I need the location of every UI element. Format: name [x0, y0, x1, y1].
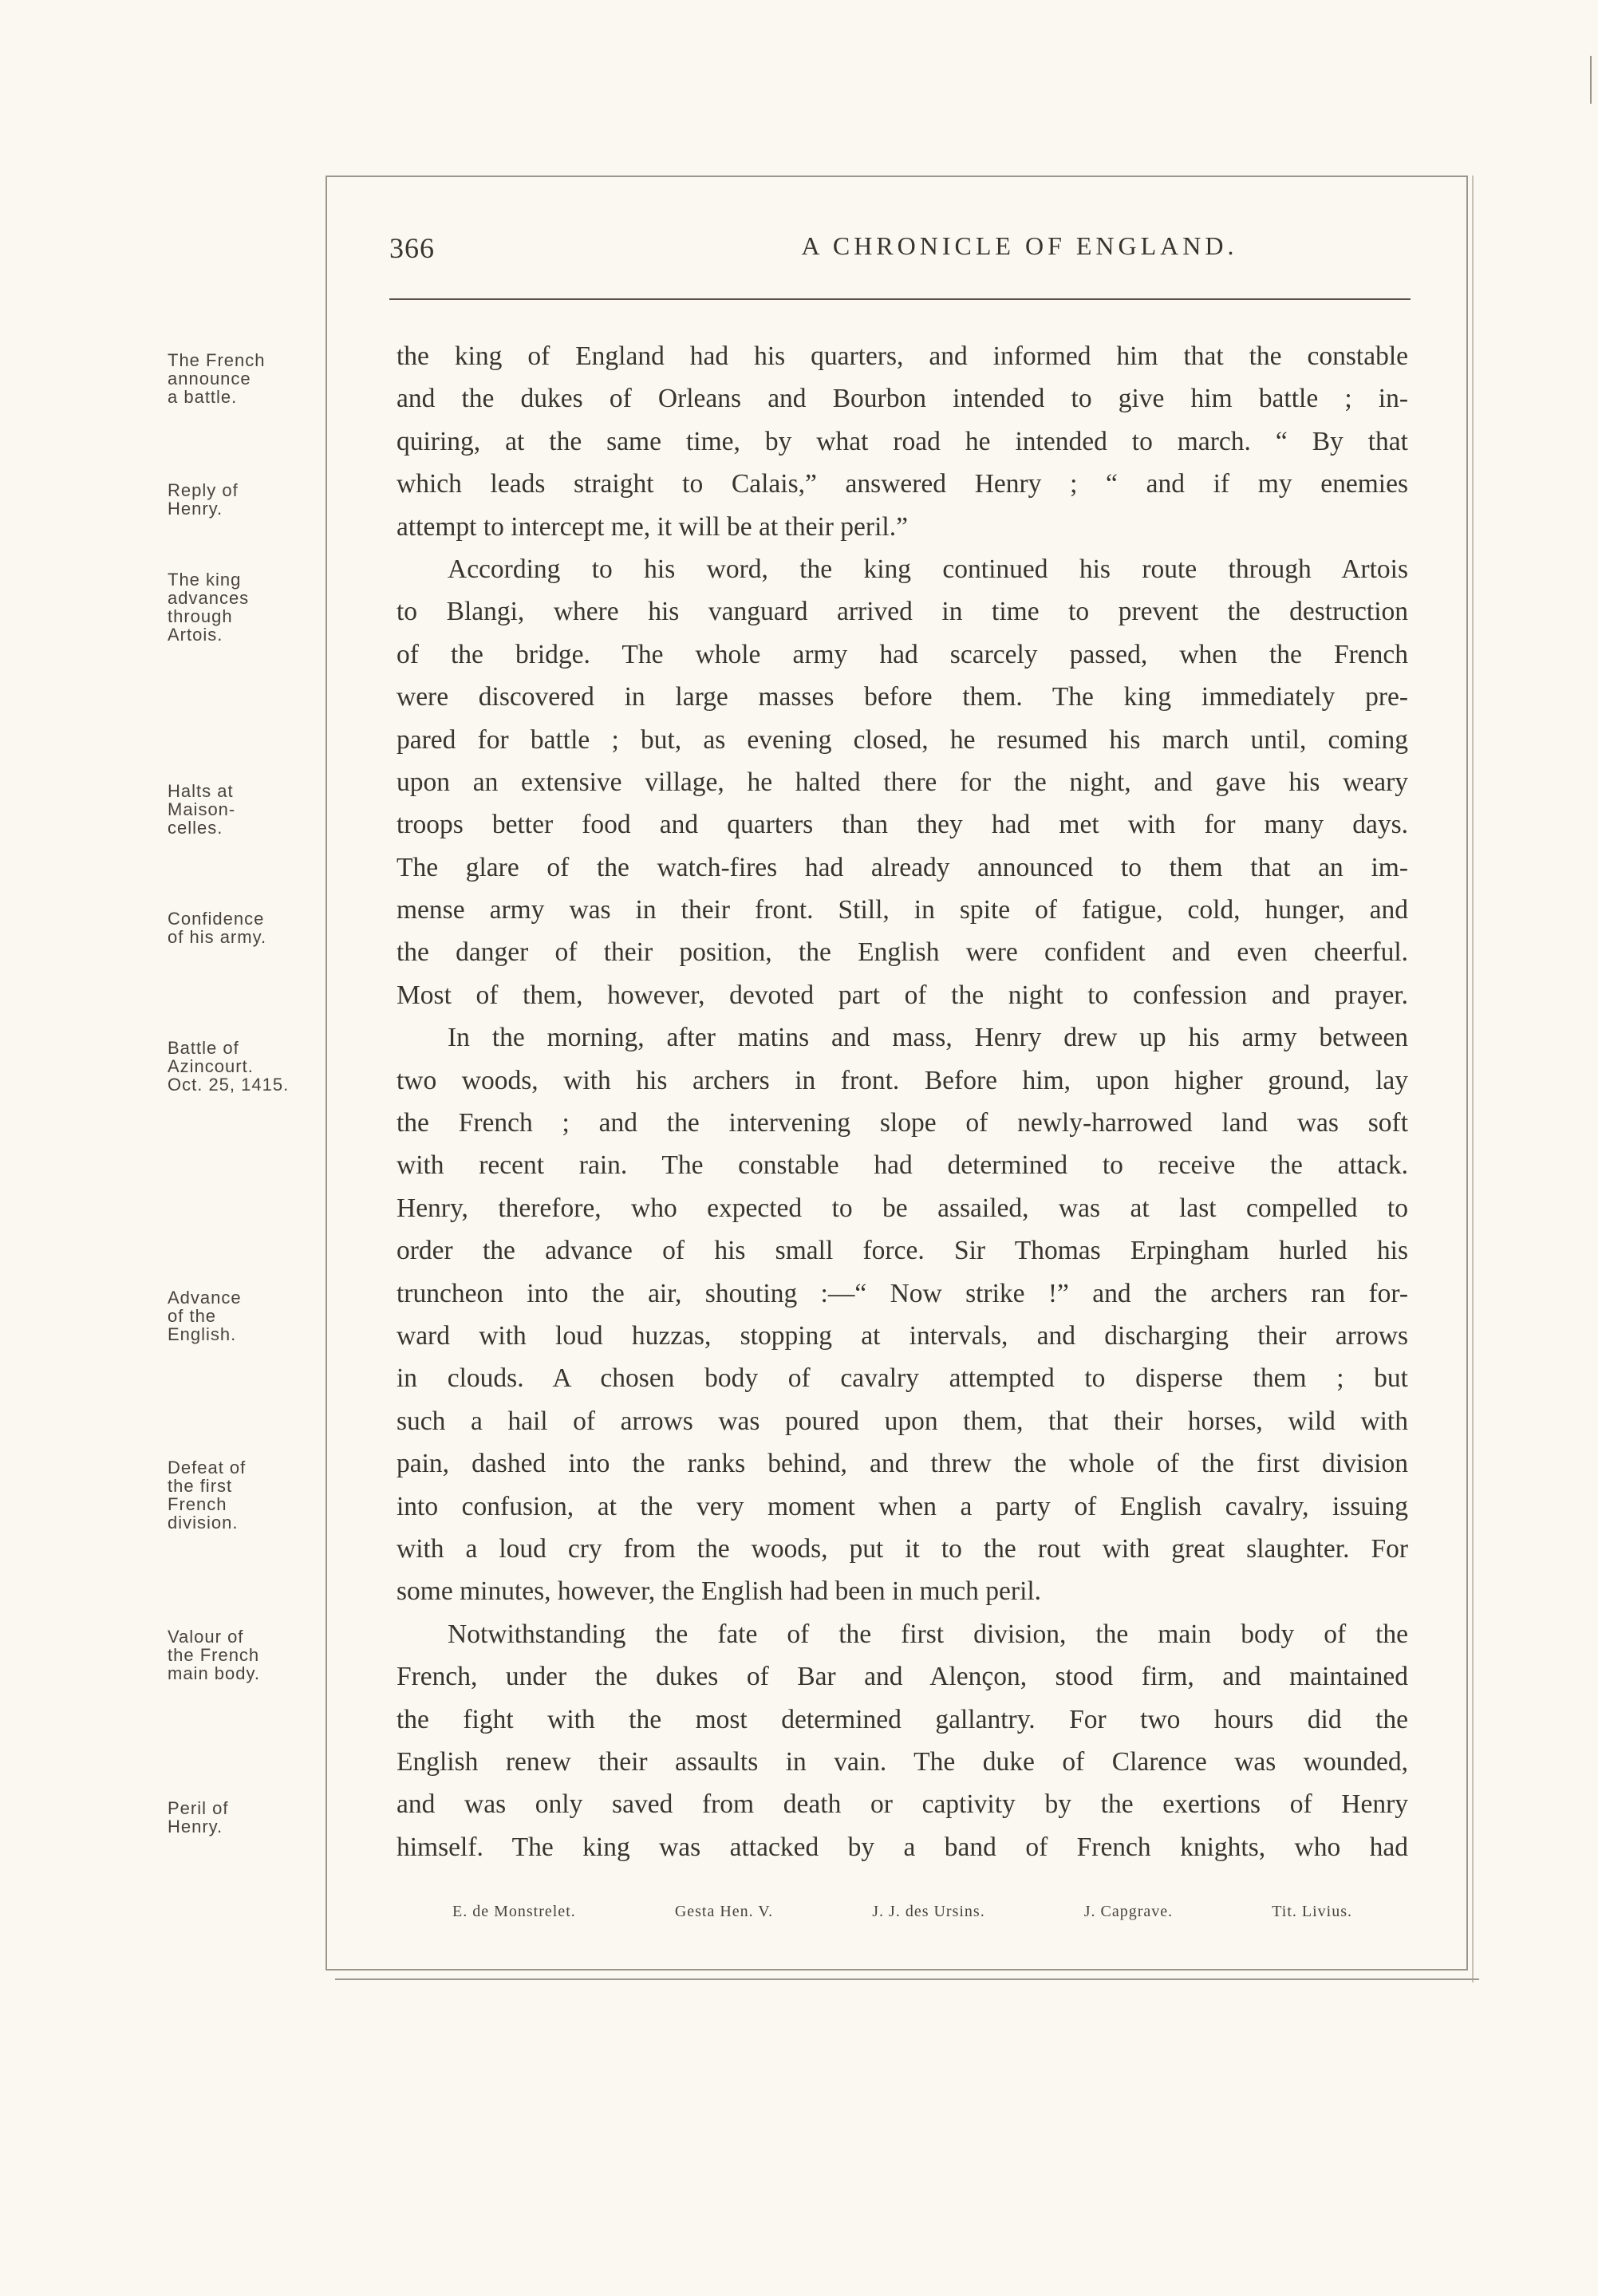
text-line: Notwithstanding the fate of the first division, the main body of the: [448, 1619, 1408, 1649]
margin-note-line: Advance: [168, 1288, 242, 1308]
text-line: order the advance of his small force. Sir Thomas Erpingham hurled his: [397, 1236, 1408, 1266]
margin-note-line: the French: [168, 1645, 260, 1665]
margin-note: [168, 481, 311, 518]
text-line: were discovered in large masses before them. The king immediately pre-: [397, 682, 1408, 712]
margin-note-line: announce: [168, 369, 251, 389]
margin-note-line: Halts at: [168, 781, 234, 801]
page-header: [389, 231, 1411, 271]
source-citation: Gesta Hen. V.: [674, 1903, 774, 1920]
text-line: ward with loud huzzas, stopping at intervals, and discharging their arrows: [397, 1320, 1408, 1351]
margin-note-line: Azincourt.: [168, 1056, 254, 1076]
source-citation: J. Capgrave.: [1083, 1903, 1174, 1920]
text-line: Most of them, however, devoted part of the night to confession and prayer.: [397, 980, 1408, 1010]
text-line: According to his word, the king continued his route through Artois: [448, 554, 1408, 584]
corner-mark: [1590, 56, 1592, 104]
margin-note-line: a battle.: [168, 387, 238, 407]
source-citations: [397, 1903, 1408, 1921]
source-citation: Tit. Livius.: [1272, 1903, 1352, 1920]
text-line: quiring, at the same time, by what road he intended to march. “ By that: [397, 426, 1408, 456]
running-title: A CHRONICLE OF ENGLAND.: [801, 231, 1238, 260]
text-line: pared for battle ; but, as evening closed, he resumed his march until, coming: [397, 724, 1408, 755]
margin-note-line: Henry.: [168, 1817, 223, 1836]
source-citation: E. de Monstrelet.: [452, 1903, 576, 1920]
text-line: to Blangi, where his vanguard arrived in time to prevent the destruction: [397, 597, 1408, 627]
margin-note: [168, 351, 311, 406]
text-line: attempt to intercept me, it will be at their peril.”: [397, 511, 908, 542]
text-line: into confusion, at the very moment when a party of English cavalry, issuing: [397, 1491, 1408, 1521]
body-text: [397, 335, 1408, 1868]
text-line: English renew their assaults in vain. The duke of Clarence was wounded,: [397, 1746, 1408, 1777]
text-line: the danger of their position, the English were confident and even cheerful.: [397, 937, 1408, 968]
margin-note: [168, 782, 311, 837]
text-line: in clouds. A chosen body of cavalry attempted to disperse them ; but: [397, 1363, 1408, 1394]
margin-note: [168, 1627, 311, 1683]
margin-note-line: Reply of: [168, 480, 239, 500]
margin-note: [168, 570, 311, 644]
text-line: the fight with the most determined gallantry. For two hours did the: [397, 1704, 1408, 1734]
text-line: with a loud cry from the woods, put it to the rout with great slaughter. For: [397, 1533, 1408, 1564]
margin-note-line: Battle of: [168, 1038, 239, 1058]
text-line: troops better food and quarters than they had met with for many days.: [397, 810, 1408, 840]
text-line: which leads straight to Calais,” answered Henry ; “ and if my enemies: [397, 469, 1408, 499]
text-line: Henry, therefore, who expected to be assailed, was at last compelled to: [397, 1193, 1408, 1223]
text-line: some minutes, however, the English had been in much peril.: [397, 1576, 1042, 1607]
text-line: and the dukes of Orleans and Bourbon intended to give him battle ; in-: [397, 384, 1408, 414]
text-line: mense army was in their front. Still, in spite of fatigue, cold, hunger, and: [397, 895, 1408, 925]
source-citation: J. J. des Ursins.: [872, 1903, 985, 1920]
margin-note: [168, 1039, 311, 1094]
text-line: of the bridge. The whole army had scarcely passed, when the French: [397, 639, 1408, 669]
margin-note-line: the first: [168, 1476, 233, 1496]
margin-note-line: French: [168, 1494, 227, 1514]
text-line: himself. The king was attacked by a band of French knights, who had: [397, 1832, 1408, 1862]
text-line: with recent rain. The constable had determined to receive the attack.: [397, 1150, 1408, 1181]
margin-note-line: Henry.: [168, 499, 223, 519]
margin-note-line: Artois.: [168, 625, 223, 645]
text-line: pain, dashed into the ranks behind, and threw the whole of the first division: [397, 1449, 1408, 1479]
text-line: upon an extensive village, he halted there for the night, and gave his weary: [397, 767, 1408, 797]
margin-note-line: advances: [168, 588, 250, 608]
margin-note-line: division.: [168, 1513, 239, 1533]
text-line: French, under the dukes of Bar and Alençon, stood firm, and maintained: [397, 1662, 1408, 1692]
text-line: such a hail of arrows was poured upon them, that their horses, wild with: [397, 1406, 1408, 1436]
margin-note: [168, 1288, 311, 1343]
header-rule: [389, 298, 1411, 300]
margin-note-line: Valour of: [168, 1627, 244, 1647]
frame-shadow-bottom: [335, 1978, 1479, 1980]
margin-note: [168, 1799, 311, 1836]
text-line: truncheon into the air, shouting :—“ Now strike !” and the archers ran for-: [397, 1278, 1408, 1308]
margin-note-line: Defeat of: [168, 1458, 247, 1477]
margin-note-line: Peril of: [168, 1798, 229, 1818]
margin-note-line: of the: [168, 1306, 217, 1326]
margin-note: [168, 909, 311, 946]
text-line: the king of England had his quarters, and informed him that the constable: [397, 341, 1408, 371]
text-line: In the morning, after matins and mass, Henry drew up his army between: [448, 1023, 1408, 1053]
margin-note-line: through: [168, 606, 233, 626]
margin-note-line: Confidence: [168, 909, 265, 929]
text-line: and was only saved from death or captivity by the exertions of Henry: [397, 1789, 1408, 1820]
text-line: two woods, with his archers in front. Before him, upon higher ground, lay: [397, 1065, 1408, 1095]
text-line: the French ; and the intervening slope of newly-harrowed land was soft: [397, 1108, 1408, 1138]
page-number: 366: [389, 232, 435, 264]
margin-note-line: Oct. 25, 1415.: [168, 1075, 290, 1095]
margin-note-line: The French: [168, 350, 266, 370]
frame-shadow-right: [1472, 176, 1474, 1982]
margin-note-line: of his army.: [168, 927, 267, 947]
margin-note-line: The king: [168, 570, 242, 590]
margin-note: [168, 1458, 311, 1532]
margin-note-line: Maison-: [168, 799, 236, 819]
margin-note-line: celles.: [168, 818, 223, 838]
text-line: The glare of the watch-fires had already announced to them that an im-: [397, 852, 1408, 882]
margin-note-line: main body.: [168, 1663, 260, 1683]
margin-note-line: English.: [168, 1324, 237, 1344]
